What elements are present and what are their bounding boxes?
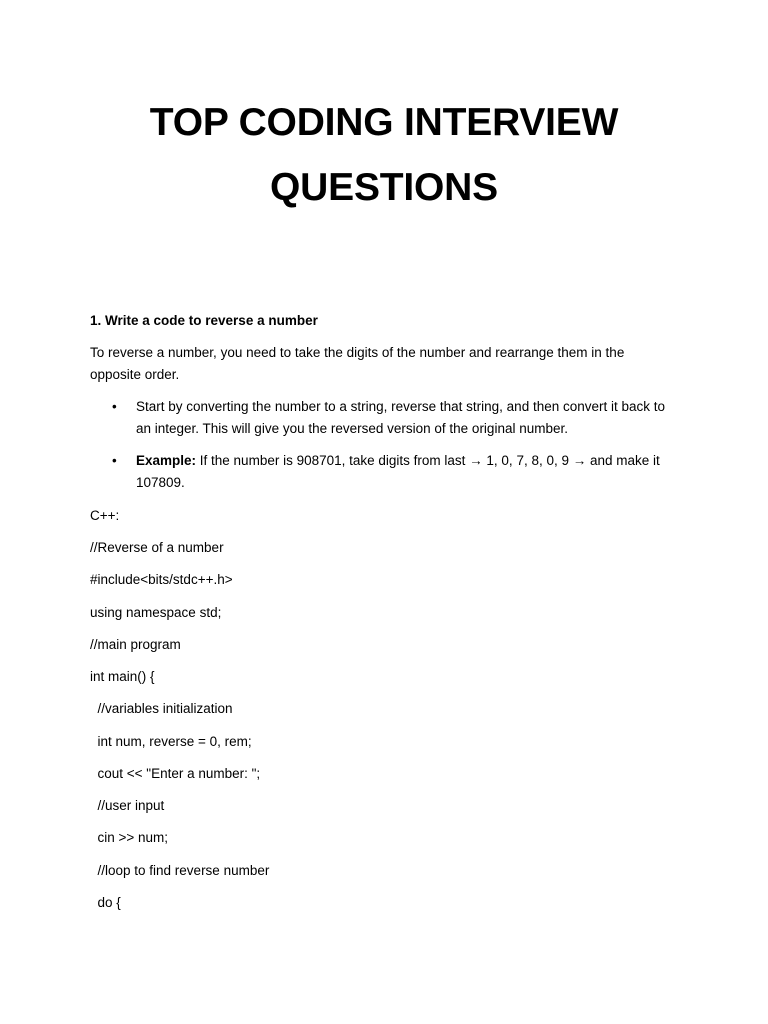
bullet-item-example — [112, 450, 676, 494]
question-heading: 1. Write a code to reverse a number — [90, 313, 318, 328]
code-line: //user input — [90, 798, 165, 813]
code-line: using namespace std; — [90, 605, 222, 620]
code-line: int main() { — [90, 669, 155, 684]
code-line: //main program — [90, 637, 181, 652]
code-line: cin >> num; — [90, 830, 169, 845]
bullet-text: If the number is 908701, take digits from last → 1, 0, 7, 8, 0, 9 → and make it 107809. — [136, 453, 660, 490]
bullet-text: Start by converting the number to a string, reverse that string, and then convert it back to an integer. This will give you the reversed version of the original number. — [136, 399, 666, 436]
code-line: #include<bits/stdc++.h> — [90, 572, 233, 587]
bullet-item — [112, 396, 676, 440]
code-line: do { — [90, 895, 121, 910]
code-line: //variables initialization — [90, 701, 233, 716]
code-line: //loop to find reverse number — [90, 863, 270, 878]
code-line: //Reverse of a number — [90, 540, 224, 555]
language-label: C++: — [90, 508, 120, 523]
bullet-dot-icon: • — [112, 453, 117, 468]
question-intro: To reverse a number, you need to take the digits of the number and rearrange them in the opposite order. — [90, 345, 625, 382]
bullet-label: Example: — [136, 453, 197, 468]
page-title-line-1: TOP CODING INTERVIEW — [149, 101, 619, 144]
code-line: int num, reverse = 0, rem; — [90, 734, 252, 749]
bullet-dot-icon: • — [112, 399, 117, 414]
page-title-line-2: QUESTIONS — [270, 166, 498, 209]
code-line: cout << "Enter a number: "; — [90, 766, 261, 781]
